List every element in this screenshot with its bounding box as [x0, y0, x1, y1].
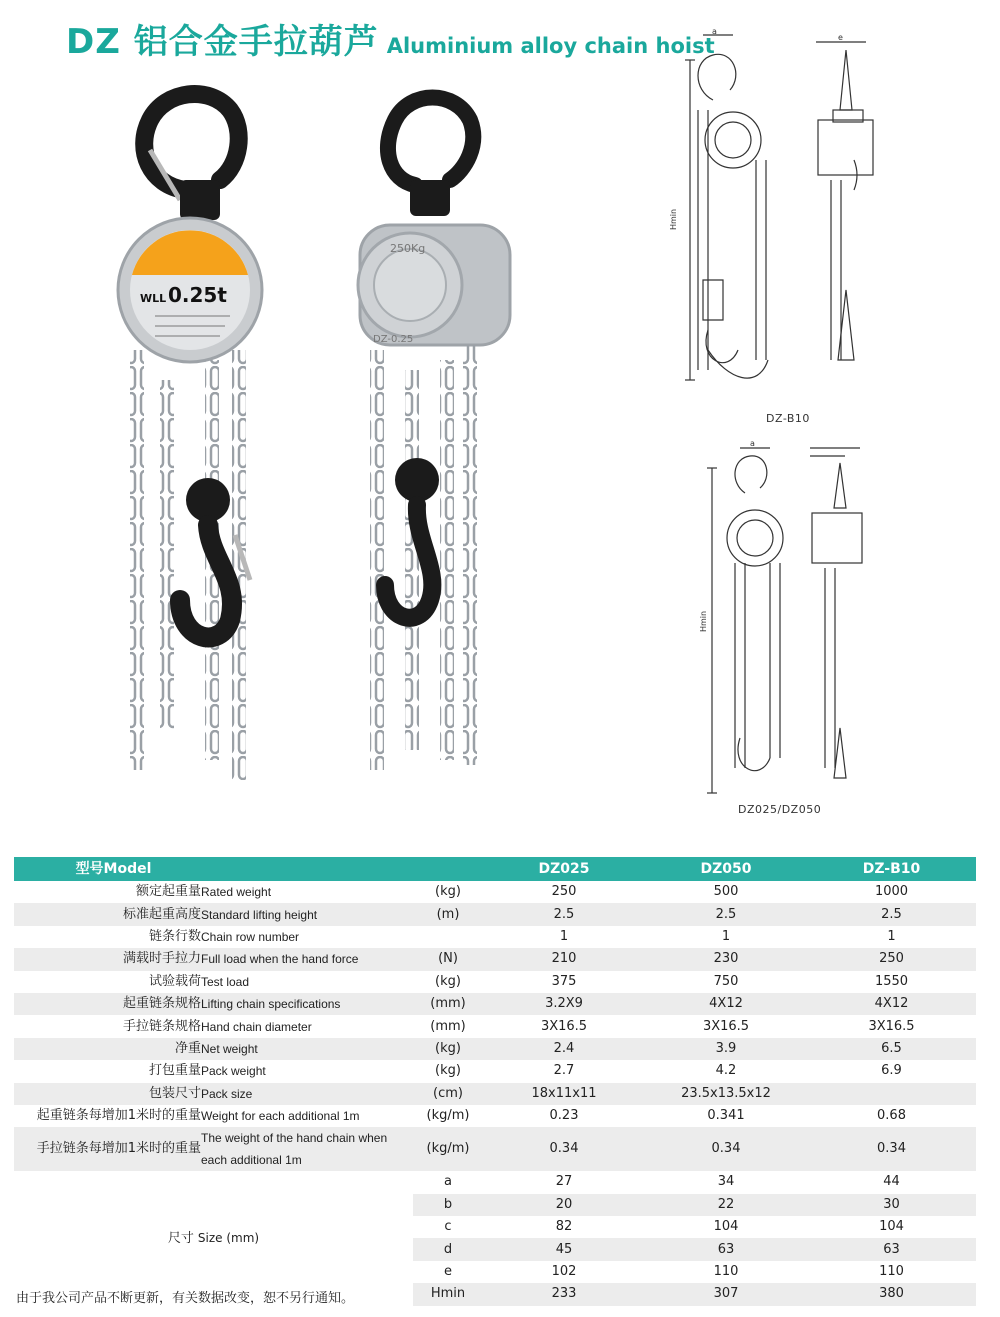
row-label-cn: 起重链条规格 — [14, 993, 201, 1015]
table-row — [14, 903, 976, 925]
row-unit: (kg) — [413, 1038, 483, 1060]
cell-value: 22 — [645, 1194, 807, 1216]
spec-table — [14, 857, 976, 1306]
cell-value: 4X12 — [645, 993, 807, 1015]
cell-value: 3.9 — [645, 1038, 807, 1060]
size-dim: d — [413, 1238, 483, 1260]
size-label-en: Size (mm) — [197, 1230, 260, 1245]
housing-capacity-text: 250Kg — [390, 242, 426, 255]
cell-value: 0.23 — [483, 1105, 645, 1127]
row-label-cn: 起重链条每增加1米时的重量 — [14, 1105, 201, 1127]
row-unit: (mm) — [413, 993, 483, 1015]
table-row — [14, 1171, 976, 1193]
cell-value: 6.5 — [807, 1038, 976, 1060]
row-label-cn: 额定起重量 — [14, 881, 201, 903]
table-row — [14, 1083, 976, 1105]
cell-value: 44 — [807, 1171, 976, 1193]
table-row — [14, 1038, 976, 1060]
cell-value: 4.2 — [645, 1060, 807, 1082]
cell-value: 250 — [483, 881, 645, 903]
size-dim: Hmin — [413, 1283, 483, 1305]
cell-value: 110 — [807, 1261, 976, 1283]
row-label-en: Standard lifting height — [201, 903, 413, 925]
cell-value: 2.4 — [483, 1038, 645, 1060]
row-unit: (kg) — [413, 1060, 483, 1082]
cell-value: 63 — [807, 1238, 976, 1260]
size-label-cn: 尺寸 — [167, 1230, 194, 1246]
cell-value: 307 — [645, 1283, 807, 1305]
footnote: 由于我公司产品不断更新，有关数据改变，恕不另行通知。 — [16, 1291, 355, 1306]
hoist-side-photo — [345, 80, 525, 790]
cell-value: 233 — [483, 1283, 645, 1305]
row-unit: (kg/m) — [413, 1105, 483, 1127]
row-unit: (kg/m) — [413, 1127, 483, 1171]
cell-value: 1000 — [807, 881, 976, 903]
row-label-cn: 标准起重高度 — [14, 903, 201, 925]
cell-value: 110 — [645, 1261, 807, 1283]
cell-value: 104 — [645, 1216, 807, 1238]
cell-value: 2.5 — [645, 903, 807, 925]
cell-value: 23.5x13.5x12 — [645, 1083, 807, 1105]
row-unit: (kg) — [413, 881, 483, 903]
cell-value: 30 — [807, 1194, 976, 1216]
row-unit: (cm) — [413, 1083, 483, 1105]
drawing-dz025-dz050 — [700, 438, 870, 798]
row-label-cn: 试验载荷 — [14, 971, 201, 993]
cell-value: 0.34 — [483, 1127, 645, 1171]
row-label-cn: 净重 — [14, 1038, 201, 1060]
header-model-2: DZ050 — [645, 857, 807, 881]
cell-value: 375 — [483, 971, 645, 993]
table-row — [14, 948, 976, 970]
cell-value: 3X16.5 — [807, 1015, 976, 1037]
cell-value: 104 — [807, 1216, 976, 1238]
cell-value: 27 — [483, 1171, 645, 1193]
cell-value: 45 — [483, 1238, 645, 1260]
row-label-cn: 打包重量 — [14, 1060, 201, 1082]
cell-value: 2.5 — [483, 903, 645, 925]
cell-value: 500 — [645, 881, 807, 903]
table-row — [14, 1060, 976, 1082]
cell-value: 1 — [807, 926, 976, 948]
row-unit: (m) — [413, 903, 483, 925]
cell-value: 20 — [483, 1194, 645, 1216]
cell-value: 6.9 — [807, 1060, 976, 1082]
hoist-front-photo — [110, 80, 290, 790]
cell-value: 380 — [807, 1283, 976, 1305]
row-label-en: Net weight — [201, 1038, 413, 1060]
cell-value: 750 — [645, 971, 807, 993]
row-label-en: Hand chain diameter — [201, 1015, 413, 1037]
svg-text:WLL: WLL — [140, 292, 167, 305]
row-label-en: Lifting chain specifications — [201, 993, 413, 1015]
svg-text:0.25t: 0.25t — [168, 283, 227, 307]
title-cn: DZ 铝合金手拉葫芦 — [66, 22, 379, 62]
row-label-cn: 包装尺寸 — [14, 1083, 201, 1105]
size-dim: c — [413, 1216, 483, 1238]
table-row — [14, 1015, 976, 1037]
cell-value: 4X12 — [807, 993, 976, 1015]
cell-value: 2.5 — [807, 903, 976, 925]
row-label-en: Test load — [201, 971, 413, 993]
dim-a-label-2: a — [750, 439, 755, 448]
row-label-cn: 手拉链条每增加1米时的重量 — [14, 1127, 201, 1171]
cell-value: 210 — [483, 948, 645, 970]
drawing-dz-b10 — [668, 27, 898, 400]
row-label-en: Weight for each additional 1m — [201, 1105, 413, 1127]
header-model-3: DZ-B10 — [807, 857, 976, 881]
cell-value: 102 — [483, 1261, 645, 1283]
cell-value: 0.68 — [807, 1105, 976, 1127]
cell-value: 2.7 — [483, 1060, 645, 1082]
cell-value: 1 — [645, 926, 807, 948]
size-dim: e — [413, 1261, 483, 1283]
row-label-en: Rated weight — [201, 881, 413, 903]
cell-value: 3.2X9 — [483, 993, 645, 1015]
cell-value: 250 — [807, 948, 976, 970]
row-label-en: Full load when the hand force — [201, 948, 413, 970]
size-label-cell — [14, 1171, 413, 1305]
row-label-cn: 手拉链条规格 — [14, 1015, 201, 1037]
cell-value: 34 — [645, 1171, 807, 1193]
dim-e-label: e — [838, 33, 843, 42]
cell-value: 1 — [483, 926, 645, 948]
row-label-en: Pack size — [201, 1083, 413, 1105]
cell-value: 1550 — [807, 971, 976, 993]
table-header-row — [14, 857, 976, 881]
row-label-cn: 链条行数 — [14, 926, 201, 948]
drawing-top-caption: DZ-B10 — [766, 412, 810, 425]
drawing-bottom-caption: DZ025/DZ050 — [738, 803, 822, 816]
table-row — [14, 993, 976, 1015]
cell-value: 3X16.5 — [483, 1015, 645, 1037]
dim-hmin-label-2: Hmin — [699, 610, 708, 632]
cell-value: 3X16.5 — [645, 1015, 807, 1037]
row-label-en: Chain row number — [201, 926, 413, 948]
dim-a-label: a — [712, 27, 717, 36]
table-row — [14, 881, 976, 903]
size-dim: b — [413, 1194, 483, 1216]
header-model-label: 型号Model — [14, 857, 483, 881]
cell-value: 230 — [645, 948, 807, 970]
size-dim: a — [413, 1171, 483, 1193]
row-unit: (N) — [413, 948, 483, 970]
table-row — [14, 926, 976, 948]
dim-hmin-label: Hmin — [669, 208, 678, 230]
cell-value: 0.34 — [807, 1127, 976, 1171]
row-unit — [413, 926, 483, 948]
cell-value — [807, 1083, 976, 1105]
cell-value: 63 — [645, 1238, 807, 1260]
cell-value: 0.341 — [645, 1105, 807, 1127]
table-row — [14, 1105, 976, 1127]
row-label-en: Pack weight — [201, 1060, 413, 1082]
cell-value: 0.34 — [645, 1127, 807, 1171]
row-unit: (kg) — [413, 971, 483, 993]
page-title — [66, 14, 715, 63]
row-unit: (mm) — [413, 1015, 483, 1037]
table-row — [14, 1127, 976, 1171]
row-label-cn: 满载时手拉力 — [14, 948, 201, 970]
table-row — [14, 971, 976, 993]
housing-model-text: DZ-0.25 — [373, 334, 414, 345]
title-en: Aluminium alloy chain hoist — [386, 34, 715, 58]
cell-value: 18x11x11 — [483, 1083, 645, 1105]
cell-value: 82 — [483, 1216, 645, 1238]
header-model-1: DZ025 — [483, 857, 645, 881]
row-label-en: The weight of the hand chain when each additional 1m — [201, 1127, 413, 1171]
